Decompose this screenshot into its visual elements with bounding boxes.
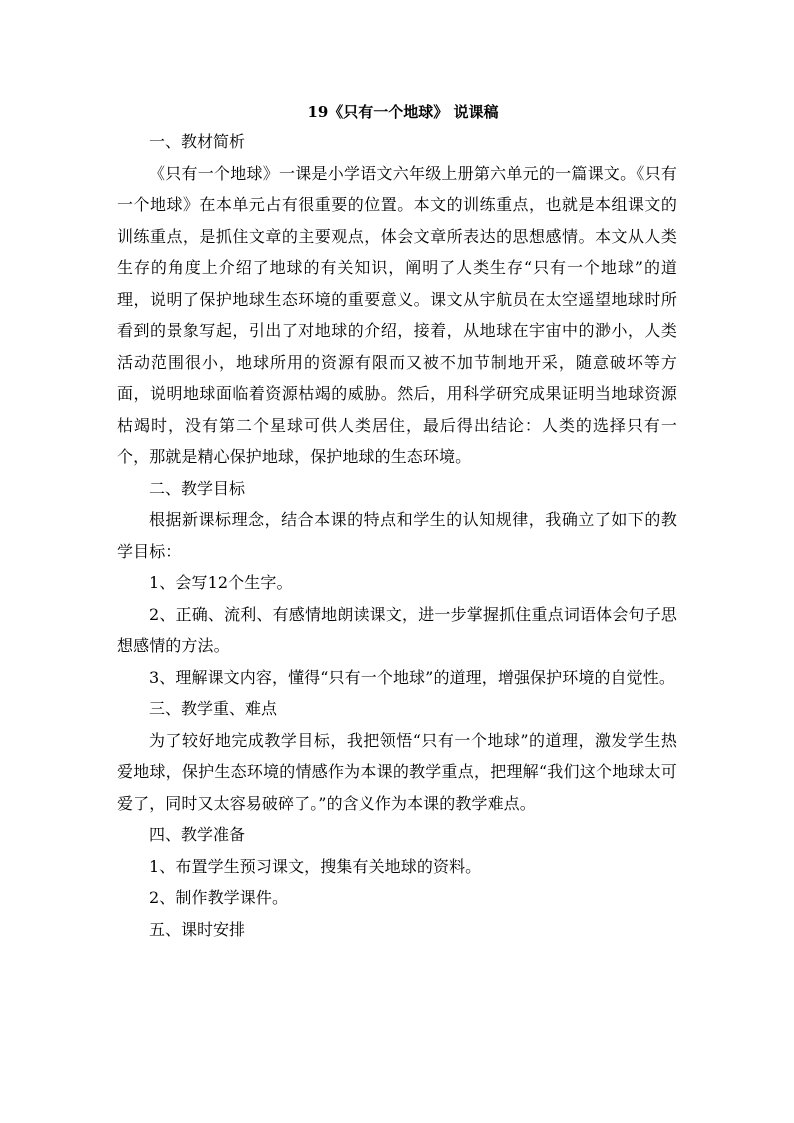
goal-item-1: 1、会写12个生字。 xyxy=(149,573,293,592)
goal-item-2: 2、正确、流利、有感情地朗读课文，进一步掌握抓住重点词语体会句子思想感情的方法。 xyxy=(117,604,677,655)
preparation-item-1: 1、布置学生预习课文，搜集有关地球的资料。 xyxy=(149,856,482,876)
section-heading-schedule: 五、课时安排 xyxy=(149,919,246,939)
section-heading-textbook-analysis: 一、教材简析 xyxy=(149,132,246,151)
preparation-item-2: 2、制作教学课件。 xyxy=(149,888,289,907)
paragraph-textbook-analysis: 《只有一个地球》一课是小学语文六年级上册第六单元的一篇课文。《只有一个地球》在本单元占有很重要的位置。本文的训练重点，也就是本组课文的训练重点，是抓住文章的主要观点，体会文章所表达的思想感情。本文从人类生存的角度上介绍了地球的有关知识，阐明了人类生存“只有一个地球”的道理，说明了保护地球生态环境的重要意义。课文从宇航员在太空遥望地球时所看到的景象写起，引出了对地球的介绍，接着，从地球在宇宙中的渺小，人类活动范围很小，地球所用的资源有限而又被不加节制地开采，随意破坏等方面，说明地球面临着资源枯竭的威胁。然后，用科学研究成果证明当地球资源枯竭时，没有第二个星球可供人类居住，最后得出结论：人类的选择只有一个，那就是精心保护地球，保护地球的生态环境。 xyxy=(117,163,677,466)
goal-item-3: 3、理解课文内容，懂得“只有一个地球”的道理，增强保护环境的自觉性。 xyxy=(149,667,675,687)
section-heading-key-difficult-points: 三、教学重、难点 xyxy=(149,699,278,718)
document-body xyxy=(117,98,677,945)
section-heading-preparation: 四、教学准备 xyxy=(149,825,246,844)
paragraph-key-difficult-points: 为了较好地完成教学目标，我把领悟“只有一个地球”的道理，激发学生热爱地球，保护生态环境的情感作为本课的教学重点，把理解“我们这个地球太可爱了，同时又太容易破碎了。”的含义作为本课的教学难点。 xyxy=(117,730,677,813)
section-heading-teaching-goals: 二、教学目标 xyxy=(149,478,246,498)
document-title: 19《只有一个地球》 说课稿 xyxy=(307,103,499,121)
paragraph-goals-intro: 根据新课标理念，结合本课的特点和学生的认知规律，我确立了如下的教学目标： xyxy=(117,510,677,561)
